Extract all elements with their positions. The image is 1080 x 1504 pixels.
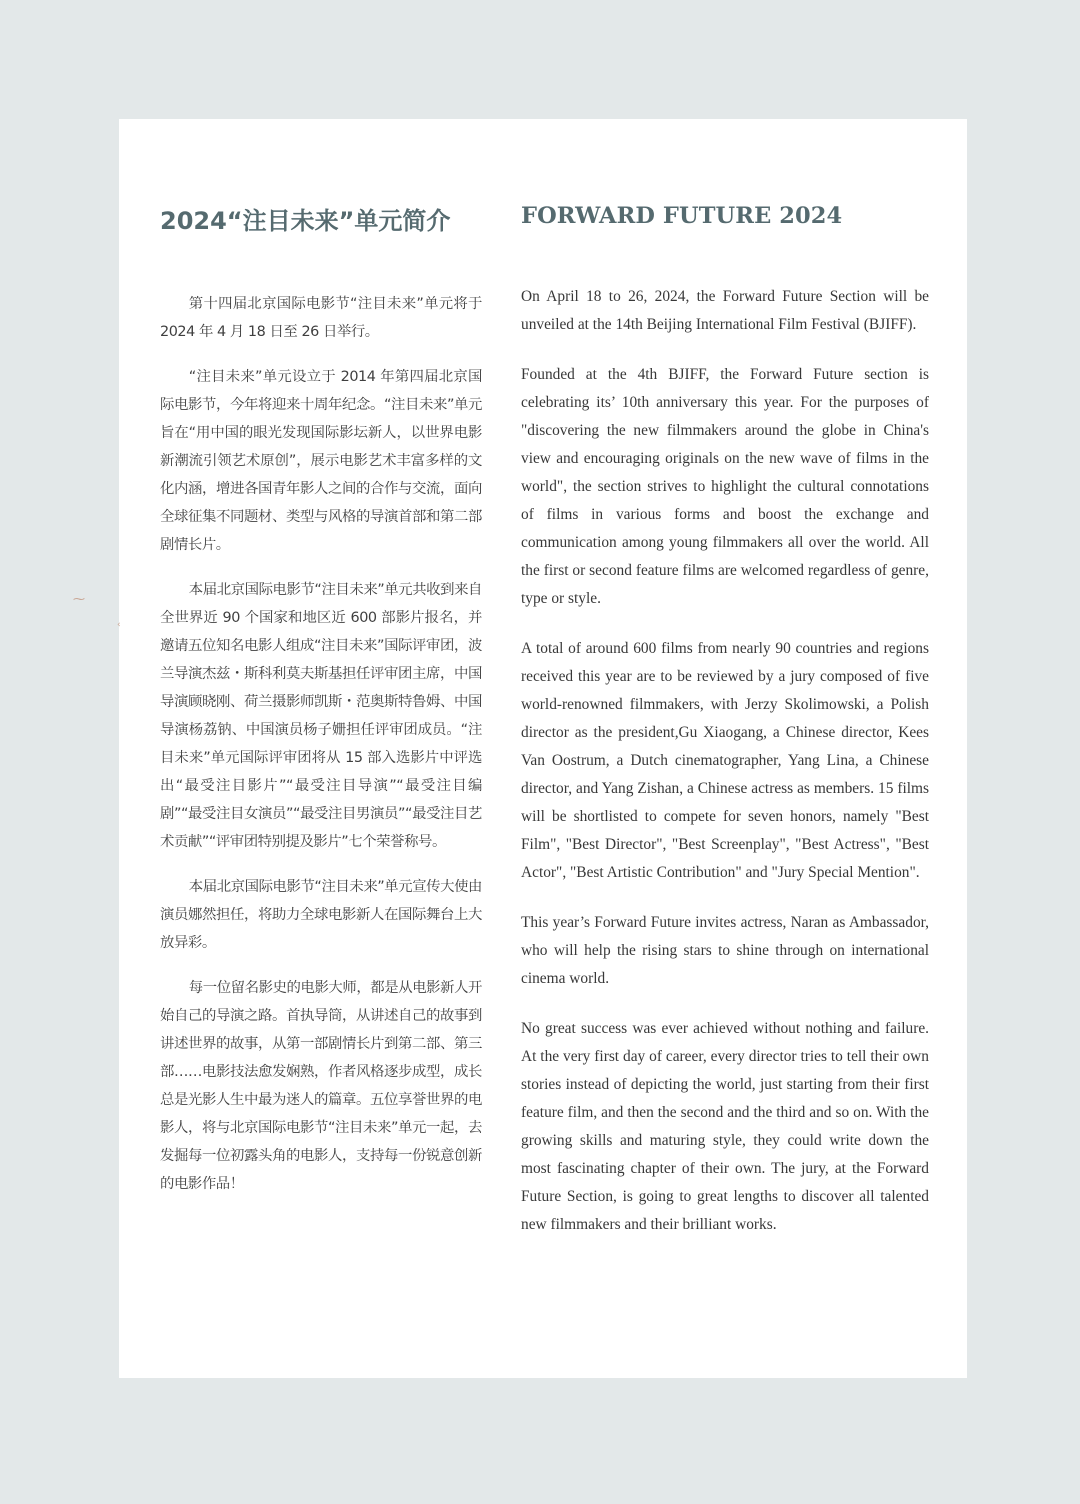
english-title: FORWARD FUTURE 2024 <box>521 203 843 229</box>
chinese-paragraph-4: 本届北京国际电影节“注目未来”单元宣传大使由演员娜然担任，将助力全球电影新人在国际舞台上大放异彩。 <box>160 879 482 951</box>
decorative-mark-icon: ⁓ <box>73 592 85 606</box>
english-paragraph-1: On April 18 to 26, 2024, the Forward Future Section will be unveiled at the 14th Beijing International Film Festival (BJIFF). <box>521 288 929 333</box>
chinese-body <box>160 290 482 1215</box>
chinese-paragraph-1: 第十四届北京国际电影节“注目未来”单元将于 2024 年 4 月 18 日至 26 日举行。 <box>160 296 482 340</box>
english-paragraph-2: Founded at the 4th BJIFF, the Forward Future section is celebrating its’ 10th anniversary this year. For the purposes of "discovering the new filmmakers around the globe in China's view and encouraging originals on the new wave of films in the world", the section strives to highlight the cultural connotations of films in various forms and boost the exchange and communication among young filmmakers all over the world. All the first or second feature films are welcomed regardless of genre, type or style. <box>521 366 929 607</box>
english-paragraph-5: No great success was ever achieved without nothing and failure. At the very first day of career, every director tries to tell their own stories instead of depicting the world, just starting from their first feature film, and then the second and the third and so on. With the growing skills and maturing style, they could write down the most fascinating chapter of their own. The jury, at the Forward Future Section, is going to great lengths to discover all talented new filmmakers and their brilliant works. <box>521 1020 929 1233</box>
document-page <box>73 119 967 1378</box>
english-body <box>521 283 929 1261</box>
english-paragraph-4: This year’s Forward Future invites actress, Naran as Ambassador, who will help the rising stars to shine through on international cinema world. <box>521 914 929 987</box>
chinese-paragraph-2: “注目未来”单元设立于 2014 年第四届北京国际电影节，今年将迎来十周年纪念。“注目未来”单元旨在“用中国的眼光发现国际影坛新人，以世界电影新潮流引领艺术原创”，展示电影艺术丰富多样的文化内涵，增进各国青年影人之间的合作与交流，面向全球征集不同题材、类型与风格的导演首部和第二部剧情长片。 <box>160 369 482 553</box>
chinese-title: 2024“注目未来”单元简介 <box>160 207 451 235</box>
decorative-dot-icon: ‹ <box>117 620 121 630</box>
chinese-paragraph-3: 本届北京国际电影节“注目未来”单元共收到来自全世界近 90 个国家和地区近 600 部影片报名，并邀请五位知名电影人组成“注目未来”国际评审团，波兰导演杰兹・斯科利莫夫斯基担任评审团主席，中国导演顾晓刚、荷兰摄影师凯斯・范奥斯特鲁姆、中国导演杨荔钠、中国演员杨子姗担任评审团成员。“注目未来”单元国际评审团将从 15 部入选影片中评选出“最受注目影片”“最受注目导演”“最受注目编剧”“最受注目女演员”“最受注目男演员”“最受注目艺术贡献”“评审团特别提及影片”七个荣誉称号。 <box>160 582 482 850</box>
english-paragraph-3: A total of around 600 films from nearly 90 countries and regions received this year are to be reviewed by a jury composed of five world-renowned filmmakers, with Jerzy Skolimowski, a Polish director as the president,Gu Xiaogang, a Chinese director, Kees Van Oostrum, a Dutch cinematographer, Yang Lina, a Chinese director, and Yang Zishan, a Chinese actress as members. 15 films will be shortlisted to compete for seven honors, namely "Best Film", "Best Director", "Best Screenplay", "Best Actress", "Best Actor", "Best Artistic Contribution" and "Jury Special Mention". <box>521 640 929 881</box>
chinese-paragraph-5: 每一位留名影史的电影大师，都是从电影新人开始自己的导演之路。首执导筒，从讲述自己的故事到讲述世界的故事，从第一部剧情长片到第二部、第三部……电影技法愈发娴熟，作者风格逐步成型，成长总是光影人生中最为迷人的篇章。五位享誉世界的电影人，将与北京国际电影节“注目未来”单元一起，去发掘每一位初露头角的电影人，支持每一份锐意创新的电影作品！ <box>160 980 482 1192</box>
